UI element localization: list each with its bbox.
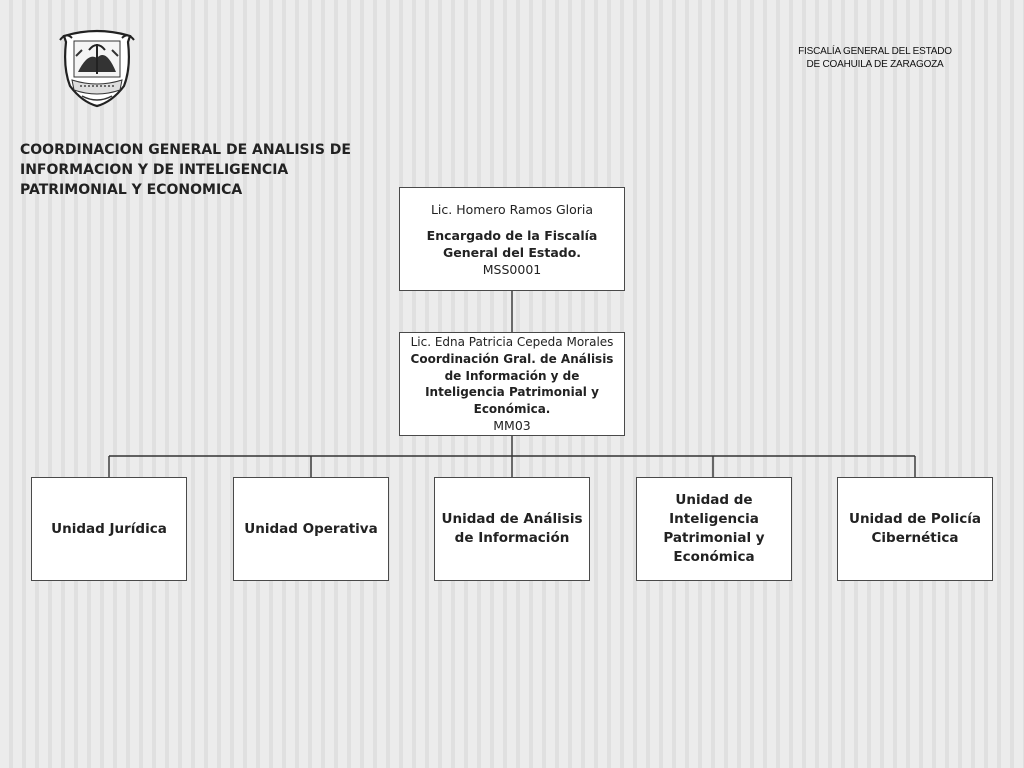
page-title-line1: COORDINACION GENERAL DE ANALISIS DE: [20, 142, 351, 158]
fiscal-position: Encargado de la Fiscalía General del Estado.: [426, 227, 598, 260]
org-box-fiscal: [399, 187, 625, 291]
org-box-unit-operativa: [233, 477, 389, 581]
coordinator-position: Coordinación Gral. de Análisis de Información y de Inteligencia Patrimonial y Económica.: [410, 352, 614, 416]
org-box-unit-juridica: [31, 477, 187, 581]
unit-label: Unidad Operativa: [244, 520, 378, 537]
agency-name-line1: FISCALÍA GENERAL DEL ESTADO: [798, 46, 952, 57]
fiscal-code: MSS0001: [482, 261, 542, 277]
org-box-unit-inteligencia: [636, 477, 792, 581]
org-box-unit-cibernetica: [837, 477, 993, 581]
unit-label: Unidad de Análisis de Información: [441, 511, 583, 546]
unit-label: Unidad de Policía Cibernética: [848, 511, 982, 546]
fiscal-name: Lic. Homero Ramos Gloria: [430, 201, 594, 217]
page-title-line3: PATRIMONIAL Y ECONOMICA: [20, 182, 243, 198]
org-box-coordinator: [399, 332, 625, 436]
org-box-unit-analisis: [434, 477, 590, 581]
coordinator-name: Lic. Edna Patricia Cepeda Morales: [410, 335, 614, 349]
coordinator-code: MM03: [493, 418, 531, 433]
unit-label: Unidad Jurídica: [51, 520, 167, 537]
agency-name-line2: DE COAHUILA DE ZARAGOZA: [806, 59, 944, 70]
unit-label: Unidad de Inteligencia Patrimonial y Económica: [663, 492, 765, 565]
page-title-line2: INFORMACION Y DE INTELIGENCIA: [20, 162, 289, 178]
